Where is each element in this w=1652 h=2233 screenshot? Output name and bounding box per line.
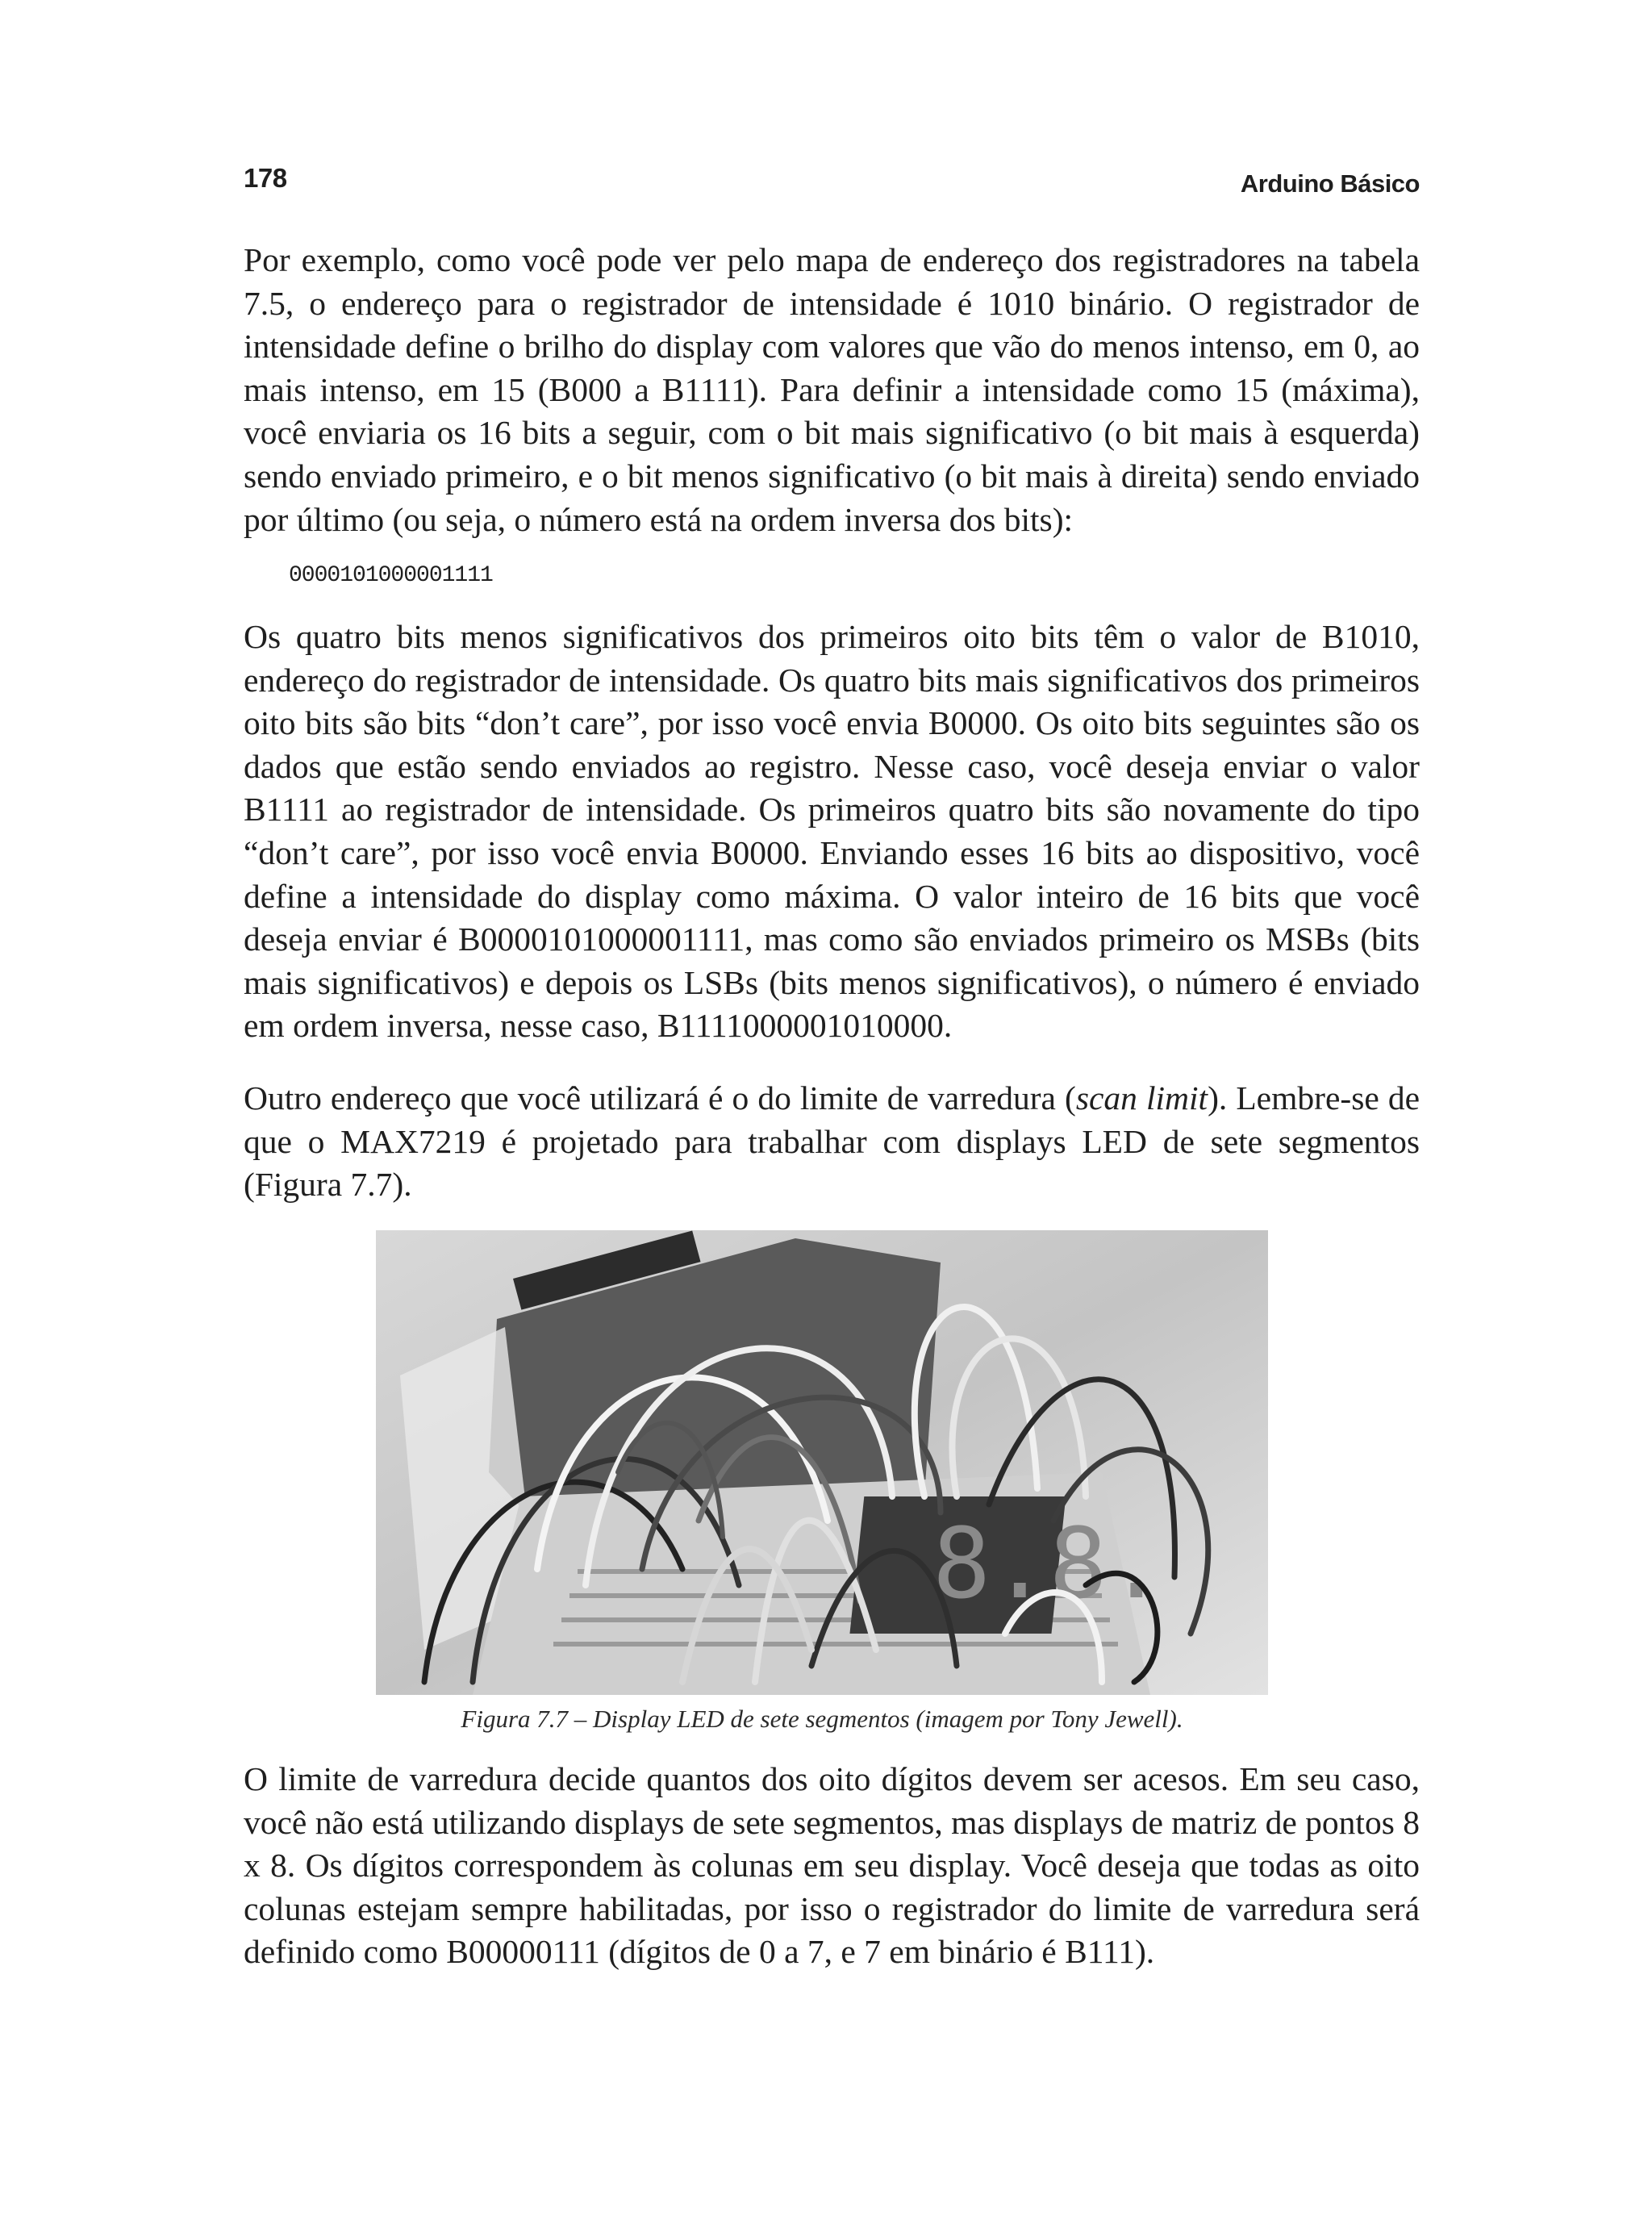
paragraph-3-text-start: Outro endereço que você utilizará é o do limite de varredura ( [244,1079,1076,1116]
display-digits: 8.8. [932,1509,1166,1621]
paragraph-1: Por exemplo, como você pode ver pelo mapa de endereço dos registradores na tabela 7.5, o endereço para o registrador de intensidade é 1010 binário. O registrador de intensidade define o brilho do display com valores que vão do menos intenso, em 0, ao mais intenso, em 15 (B000 a B1111). Para definir a intensidade como 15 (máxima), você enviaria os 16 bits a seguir, com o bit mais significativo (o bit mais à esquerda) sendo enviado primeiro, e o bit menos significativo (o bit mais à direita) sendo enviado por último (ou seja, o número está na ordem inversa dos bits): [244,241,1420,538]
figure-caption: Figura 7.7 – Display LED de sete segmentos (imagem por Tony Jewell). [461,1705,1183,1733]
page-number: 178 [244,163,287,193]
seven-segment-display [849,1496,1166,1634]
figure-photo-seven-segment-display [376,1230,1268,1695]
scan-limit-term: scan limit [1075,1079,1208,1116]
binary-code-line: 0000101000001111 [289,563,493,588]
running-header: Arduino Básico [1240,169,1420,198]
paragraph-4: O limite de varredura decide quantos dos oito dígitos devem ser acesos. Em seu caso, você não está utilizando displays de sete segmentos, mas displays de matriz de pontos 8 x 8. Os dígitos correspondem às colunas em seu display. Você deseja que todas as oito colunas estejam sempre habilitadas, por isso o registrador do limite de varredura será definido como B00000111 (dígitos de 0 a 7, e 7 em binário é B111). [244,1760,1420,1971]
paragraph-3-text-end: ). Lembre-se de que o MAX7219 é projetado para trabalhar com displays LED de sete segmentos (Figura 7.7). [244,1079,1420,1204]
paragraph-3 [244,1077,1420,1207]
paragraph-2: Os quatro bits menos significativos dos primeiros oito bits têm o valor de B1010, endereço do registrador de intensidade. Os quatro bits mais significativos dos primeiros oito bits são bits “don’t care”, por isso você envia B0000. Os oito bits seguintes são os dados que estão sendo enviados ao registro. Nesse caso, você deseja enviar o valor B1111 ao registrador de intensidade. Os primeiros quatro bits são novamente do tipo “don’t care”, por isso você envia B0000. Enviando esses 16 bits ao dispositivo, você define a intensidade do display como máxima. O valor inteiro de 16 bits que você deseja enviar é B0000101000001111, mas como são enviados primeiro os MSBs (bits mais significativos) e depois os LSBs (bits menos significativos), o número é enviado em ordem inversa, nesse caso, B1111000001010000. [244,618,1420,1045]
breadboard-wires-illustration [376,1230,1268,1695]
